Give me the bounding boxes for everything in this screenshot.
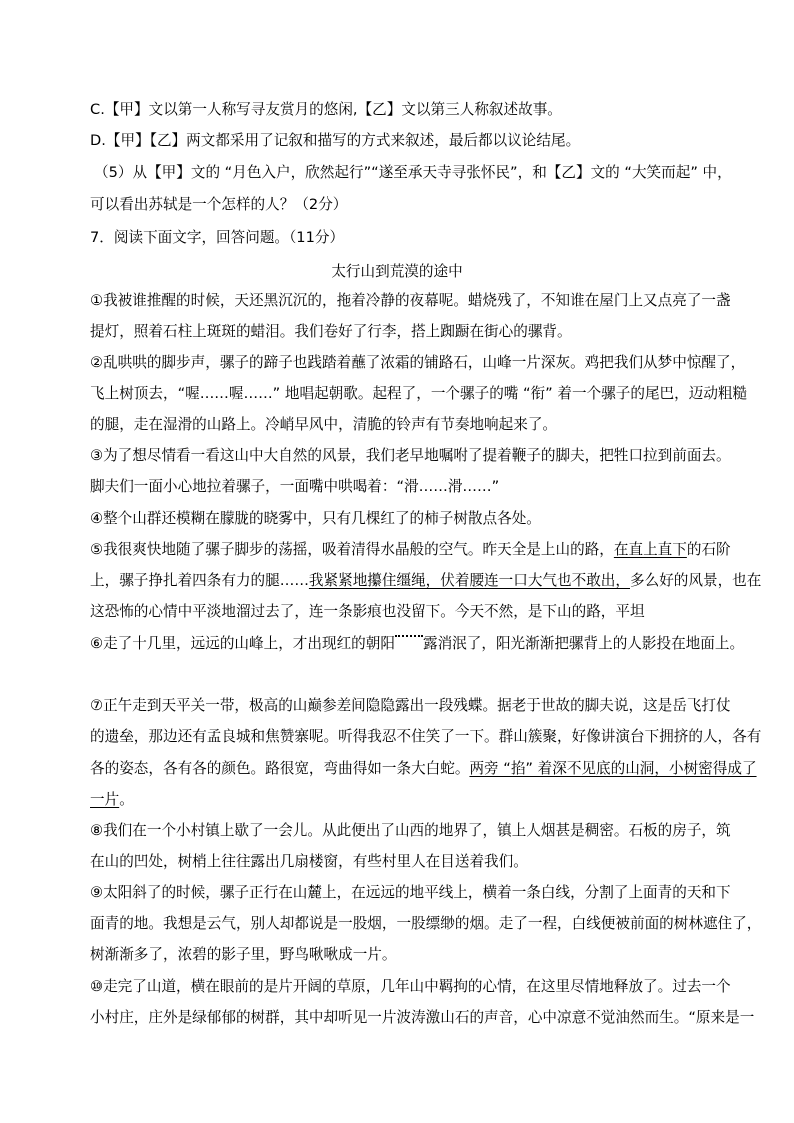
paragraph-7-line-4 bbox=[90, 790, 134, 810]
paragraph-5-line-2 bbox=[90, 571, 761, 591]
sub-question-5-line-2: 可以看出苏轼是一个怎样的人？（2分） bbox=[90, 196, 348, 213]
paragraph-5-line-2-head: 上，骡子挣扎着四条有力的腿…… bbox=[90, 572, 309, 589]
paragraph-10-line-2: 小村庄，庄外是绿郁郁的树群，其中却听见一片波涛激山石的声音，心中凉意不觉油然而生。“原来是一 bbox=[90, 1009, 755, 1026]
paragraph-7-line-3 bbox=[90, 759, 757, 779]
paragraph-7-line-4-tail: 。 bbox=[119, 791, 134, 808]
option-c: C.【甲】文以第一人称写寻友赏月的悠闲,【乙】文以第三人称叙述故事。 bbox=[90, 101, 562, 118]
paragraph-5-line-3: 这恐怖的心情中平淡地溜过去了，连一条影痕也没留下。今天不然，是下山的路，平坦 bbox=[90, 603, 645, 620]
paragraph-1-line-2: 提灯，照着石柱上斑斑的蜡泪。我们卷好了行李，搭上踟蹰在街心的骡背。 bbox=[90, 323, 572, 340]
paragraph-8-line-1: ⑧我们在一个小村镇上歇了一会儿。从此便出了山西的地界了，镇上人烟甚是稠密。石板的房子，筑 bbox=[90, 822, 731, 839]
paragraph-10-line-1: ⑩走完了山道，横在眼前的是片开阔的草原，几年山中羁拘的心情，在这里尽情地释放了。过去一个 bbox=[90, 978, 731, 995]
paragraph-8-line-2: 在山的凹处，树梢上往往露出几扇楼窗，有些村里人在目送着我们。 bbox=[90, 853, 528, 870]
paragraph-1-line-1: ①我被谁推醒的时候，天还黑沉沉的，拖着冷静的夜幕呢。蜡烧残了，不知谁在屋门上又点亮了一盏 bbox=[90, 292, 731, 309]
paragraph-3-line-2: 脚夫们一面小心地拉着骡子，一面嘴中哄喝着：“滑……滑……” bbox=[90, 478, 500, 495]
option-d: D.【甲】【乙】两文都采用了记叙和描写的方式来叙述，最后都以议论结尾。 bbox=[90, 132, 581, 149]
paragraph-3-line-1: ③为了想尽情看一看这山中大自然的风景，我们老早地嘱咐了提着鞭子的脚夫，把牲口拉到前面去。 bbox=[90, 447, 731, 464]
paragraph-9-line-1: ⑨太阳斜了的时候，骡子正行在山麓上，在远远的地平线上，横着一条白线，分割了上面青的天和下 bbox=[90, 884, 731, 901]
fill-in-blank-dots bbox=[395, 635, 423, 651]
paragraph-5-line-1-tail: 的石阶 bbox=[686, 541, 731, 558]
paragraph-6-tail: 露消泯了，阳光渐渐把骡背上的人影投在地面上。 bbox=[422, 635, 745, 652]
paragraph-5-line-1-text: ⑤我很爽快地随了骡子脚步的荡摇，吸着清得水晶般的空气。昨天全是上山的路， bbox=[90, 541, 614, 558]
paragraph-9-line-2: 面青的地。我想是云气，别人却都说是一股烟，一股缥缈的烟。走了一程，白线便被前面的树林遮住了， bbox=[90, 915, 762, 932]
paragraph-2-line-3: 的腿，走在湿滑的山路上。冷峭早风中，清脆的铃声有节奏地响起来了。 bbox=[90, 416, 558, 433]
passage-title: 太行山到荒漠的途中 bbox=[331, 263, 463, 280]
sub-question-5-line-1: （5）从【甲】文的 “月色入户，欣然起行”“遂至承天寺寻张怀民”，和【乙】文的 “大笑而起” 中， bbox=[94, 164, 732, 181]
underlined-sentence-ravines: 两旁 “掐” 着深不见底的山洞，小树密得成了 bbox=[469, 760, 757, 777]
underlined-phrase-one-piece: 一片 bbox=[90, 791, 120, 808]
paragraph-4: ④整个山群还模糊在朦胧的晓雾中，只有几棵红了的柿子树散点各处。 bbox=[90, 510, 541, 527]
paragraph-5-line-2-tail: 多么好的风景，也在 bbox=[630, 572, 762, 589]
paragraph-7-line-1: ⑦正午走到天平关一带，极高的山巅参差间隐隐露出一段残蝶。据老于世故的脚夫说，这是岳飞打仗 bbox=[90, 697, 731, 714]
paragraph-6-head: ⑥走了十几里，远远的山峰上，才出现红的朝阳 bbox=[90, 635, 395, 652]
question-7-prompt: 7．阅读下面文字，回答问题。（11分） bbox=[90, 229, 345, 246]
paragraph-2-line-1: ②乱哄哄的脚步声，骡子的蹄子也践踏着蘸了浓霜的铺路石，山峰一片深灰。鸡把我们从梦中惊醒了， bbox=[90, 354, 746, 371]
paragraph-7-line-2: 的遗垒，那边还有孟良城和焦赞寨呢。听得我忍不住笑了一下。群山簇聚，好像讲演台下拥挤的人，各有 bbox=[90, 728, 762, 745]
paragraph-2-line-2: 飞上树顶去，“喔……喔……” 地唱起朝歌。起程了，一个骡子的嘴 “衔” 着一个骡子的尾巴，迈动粗糙 bbox=[90, 385, 748, 402]
underlined-sentence-reins: 我紧紧地攥住缰绳，伏着腰连一口大气也不敢出， bbox=[308, 572, 630, 589]
paragraph-9-line-3: 树渐渐多了，浓碧的影子里，野鸟啾啾成一片。 bbox=[90, 946, 397, 963]
paragraph-7-line-3-head: 各的姿态，各有各的颜色。路很宽，弯曲得如一条大白蛇。 bbox=[90, 760, 470, 777]
paragraph-6 bbox=[90, 634, 744, 654]
underlined-phrase-steps: 在直上直下 bbox=[613, 541, 687, 558]
paragraph-5-line-1 bbox=[90, 540, 731, 560]
